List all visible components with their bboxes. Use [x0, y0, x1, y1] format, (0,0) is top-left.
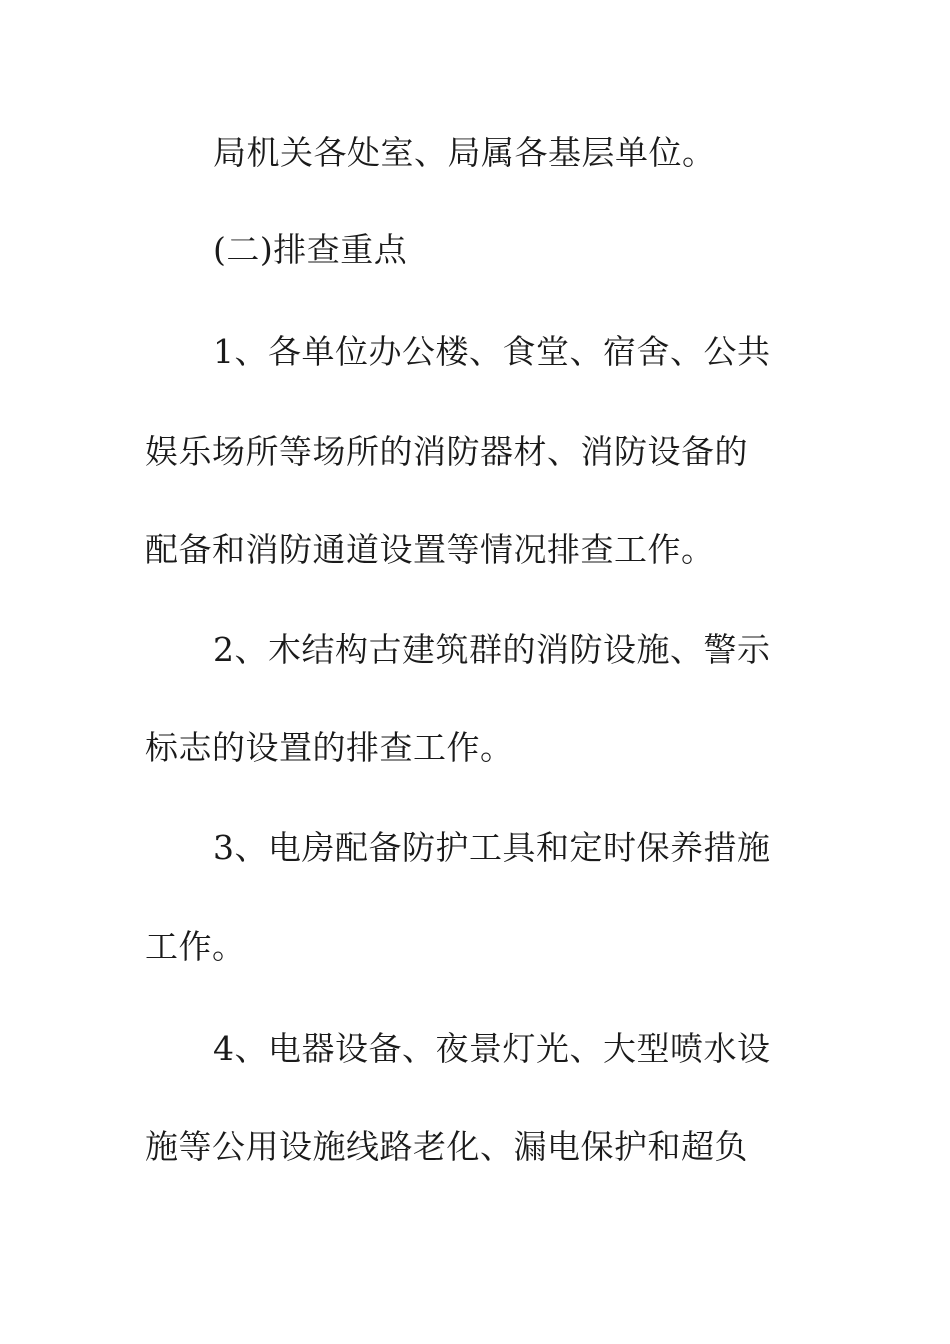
item-1-line-3: 配备和消防通道设置等情况排查工作。 [145, 530, 715, 569]
paragraph-line-scope: 局机关各处室、局属各基层单位。 [213, 133, 716, 172]
item-3-line-2: 工作。 [145, 927, 246, 966]
item-2-line-2: 标志的设置的排查工作。 [145, 728, 514, 767]
item-1-line-1: 1、各单位办公楼、食堂、宿舍、公共 [213, 332, 771, 371]
item-4-line-2: 施等公用设施线路老化、漏电保护和超负 [145, 1127, 748, 1166]
item-3-line-1: 3、电房配备防护工具和定时保养措施 [213, 828, 771, 867]
item-4-line-1: 4、电器设备、夜景灯光、大型喷水设 [213, 1029, 771, 1068]
item-2-line-1: 2、木结构古建筑群的消防设施、警示 [213, 630, 771, 669]
item-1-line-2: 娱乐场所等场所的消防器材、消防设备的 [145, 432, 748, 471]
section-heading-inspection-focus: (二)排查重点 [213, 230, 408, 269]
